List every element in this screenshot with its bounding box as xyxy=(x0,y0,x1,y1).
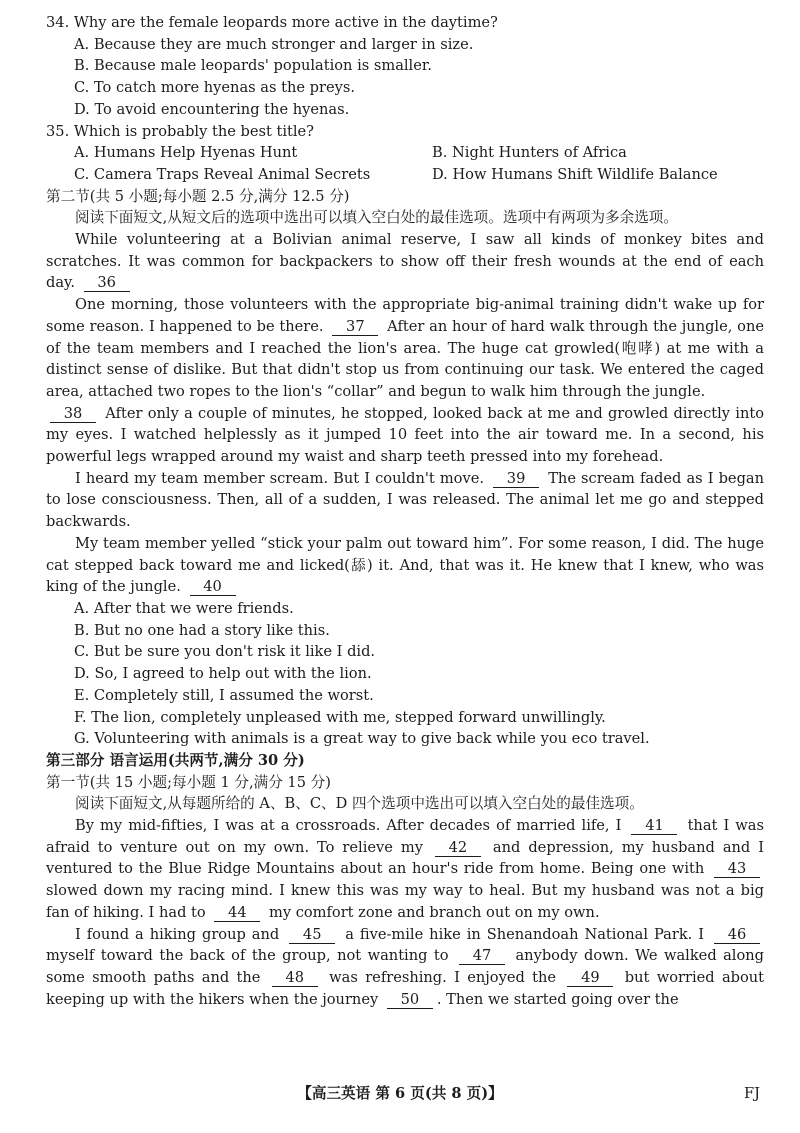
blank-40: 40 xyxy=(190,578,236,596)
question-35 xyxy=(46,121,764,186)
paragraph-text: and depression, my husband and I ventured to the Blue Ridge Mountains about an hour's ride from home. Being one with xyxy=(46,838,765,878)
question-stem: 34. Why are the female leopards more active in the daytime? xyxy=(46,14,498,31)
footer-code: FJ xyxy=(744,1085,760,1102)
paragraph-text: my comfort zone and branch out on my own. xyxy=(268,903,600,921)
paragraph-text: While volunteering at a Bolivian animal reserve, I saw all kinds of monkey bites and scratches. It was common for backpackers to show off their fresh wounds at the end of each day. xyxy=(46,231,764,292)
paragraph-text: . Then we started going over the xyxy=(436,990,679,1008)
option-g: G. Volunteering with animals is a great way to give back while you eco travel. xyxy=(74,730,650,748)
passage-paragraph xyxy=(46,468,764,533)
paragraph-text: After an hour of hard walk through the jungle, one of the team members and I reached the lion's area. The huge cat growled(咆哮) at me with a distinct sense of dislike. But that didn't stop us from continuing our task. We entered the caged area, attached two ropes to the lion's “collar” and begun to walk him through the jungle. xyxy=(46,317,764,400)
option-c: C. To catch more hyenas as the preys. xyxy=(74,79,355,97)
blank-37: 37 xyxy=(332,318,378,336)
paragraph-text: slowed down my racing mind. I knew this was my way to heal. But my husband was not a big fan of hiking. I had to xyxy=(46,882,764,921)
blank-38: 38 xyxy=(50,405,96,423)
paragraph-text: I heard my team member scream. But I couldn't move. xyxy=(75,469,484,487)
blank-41: 41 xyxy=(631,817,677,835)
blank-47: 47 xyxy=(459,947,505,965)
option-b: B. Because male leopards' population is smaller. xyxy=(74,57,432,75)
paragraph-text: By my mid-fifties, I was at a crossroads. After decades of married life, I xyxy=(75,817,622,835)
passage-paragraph xyxy=(46,403,764,468)
option-d: D. To avoid encountering the hyenas. xyxy=(74,100,350,118)
paragraph-text: After only a couple of minutes, he stopped, looked back at me and growled directly into my eyes. I watched helplessly as it jumped 10 feet into the air toward me. In a second, his powerful legs wrapped around my waist and sharp teeth pressed into my forehead. xyxy=(46,404,765,466)
option-e: E. Completely still, I assumed the worst. xyxy=(74,686,374,704)
blank-49: 49 xyxy=(567,969,613,987)
paragraph-text: One morning, those volunteers with the appropriate big-animal training didn't wake up for some reason. I happened to be there. xyxy=(46,296,764,335)
passage-paragraph xyxy=(46,924,764,1011)
blank-48: 48 xyxy=(272,969,318,987)
paragraph-text: but worried about keeping up with the hikers when the journey xyxy=(46,968,765,1008)
section-2-heading: 第二节(共 5 小题;每小题 2.5 分,满分 12.5 分) xyxy=(46,187,350,205)
paragraph-text: myself toward the back of the group, not wanting to xyxy=(46,947,449,965)
passage-paragraph xyxy=(46,229,764,294)
section-2-instruction: 阅读下面短文,从短文后的选项中选出可以填入空白处的最佳选项。选项中有两项为多余选项。 xyxy=(75,209,678,227)
section-2-options xyxy=(46,598,764,750)
option-a: A. After that we were friends. xyxy=(74,599,294,617)
paragraph-text: a five-mile hike in Shenandoah National Park. I xyxy=(345,925,705,943)
blank-43: 43 xyxy=(714,860,760,878)
paragraph-text: was refreshing. I enjoyed the xyxy=(329,968,557,986)
option-c: C. Camera Traps Reveal Animal Secrets xyxy=(74,165,371,183)
option-grid xyxy=(74,142,764,185)
blank-42: 42 xyxy=(435,839,481,857)
blank-45: 45 xyxy=(289,926,335,944)
part-3-subheading: 第一节(共 15 小题;每小题 1 分,满分 15 分) xyxy=(46,773,331,791)
option-a: A. Because they are much stronger and larger in size. xyxy=(74,35,474,53)
option-f: F. The lion, completely unpleased with me, stepped forward unwillingly. xyxy=(74,708,606,726)
part-3-instruction: 阅读下面短文,从每题所给的 A、B、C、D 四个选项中选出可以填入空白处的最佳选项。 xyxy=(75,795,644,813)
passage-paragraph xyxy=(46,533,764,598)
blank-44: 44 xyxy=(214,904,260,922)
blank-39: 39 xyxy=(493,470,539,488)
part-3-heading: 第三部分 语言运用(共两节,满分 30 分) xyxy=(46,751,305,769)
paragraph-text: My team member yelled “stick your palm out toward him”. For some reason, I did. The huge cat stepped back toward me and licked(舔) it. And, that was it. He knew that I knew, who was king of the jungle. xyxy=(46,534,764,596)
question-stem: 35. Which is probably the best title? xyxy=(46,122,314,140)
option-b: B. Night Hunters of Africa xyxy=(432,144,627,162)
option-d: D. How Humans Shift Wildlife Balance xyxy=(432,165,718,183)
blank-50: 50 xyxy=(387,991,433,1009)
option-d: D. So, I agreed to help out with the lion. xyxy=(74,665,372,683)
paragraph-text: The scream faded as I began to lose consciousness. Then, all of a sudden, I was released. The animal let me go and stepped backwards. xyxy=(46,469,765,531)
passage-paragraph xyxy=(46,815,764,924)
question-34 xyxy=(46,12,764,121)
passage-paragraph xyxy=(46,294,764,403)
paragraph-text: anybody down. We walked along some smooth paths and the xyxy=(46,947,764,986)
option-c: C. But be sure you don't risk it like I did. xyxy=(74,643,376,661)
blank-36: 36 xyxy=(84,274,130,292)
option-b: B. But no one had a story like this. xyxy=(74,621,330,639)
paragraph-text: that I was afraid to venture out on my own. To relieve my xyxy=(46,817,764,856)
paragraph-text: I found a hiking group and xyxy=(75,925,280,943)
option-a: A. Humans Help Hyenas Hunt xyxy=(74,144,298,162)
blank-46: 46 xyxy=(714,926,760,944)
page-footer: 【高三英语 第 6 页(共 8 页)】 xyxy=(297,1085,503,1102)
